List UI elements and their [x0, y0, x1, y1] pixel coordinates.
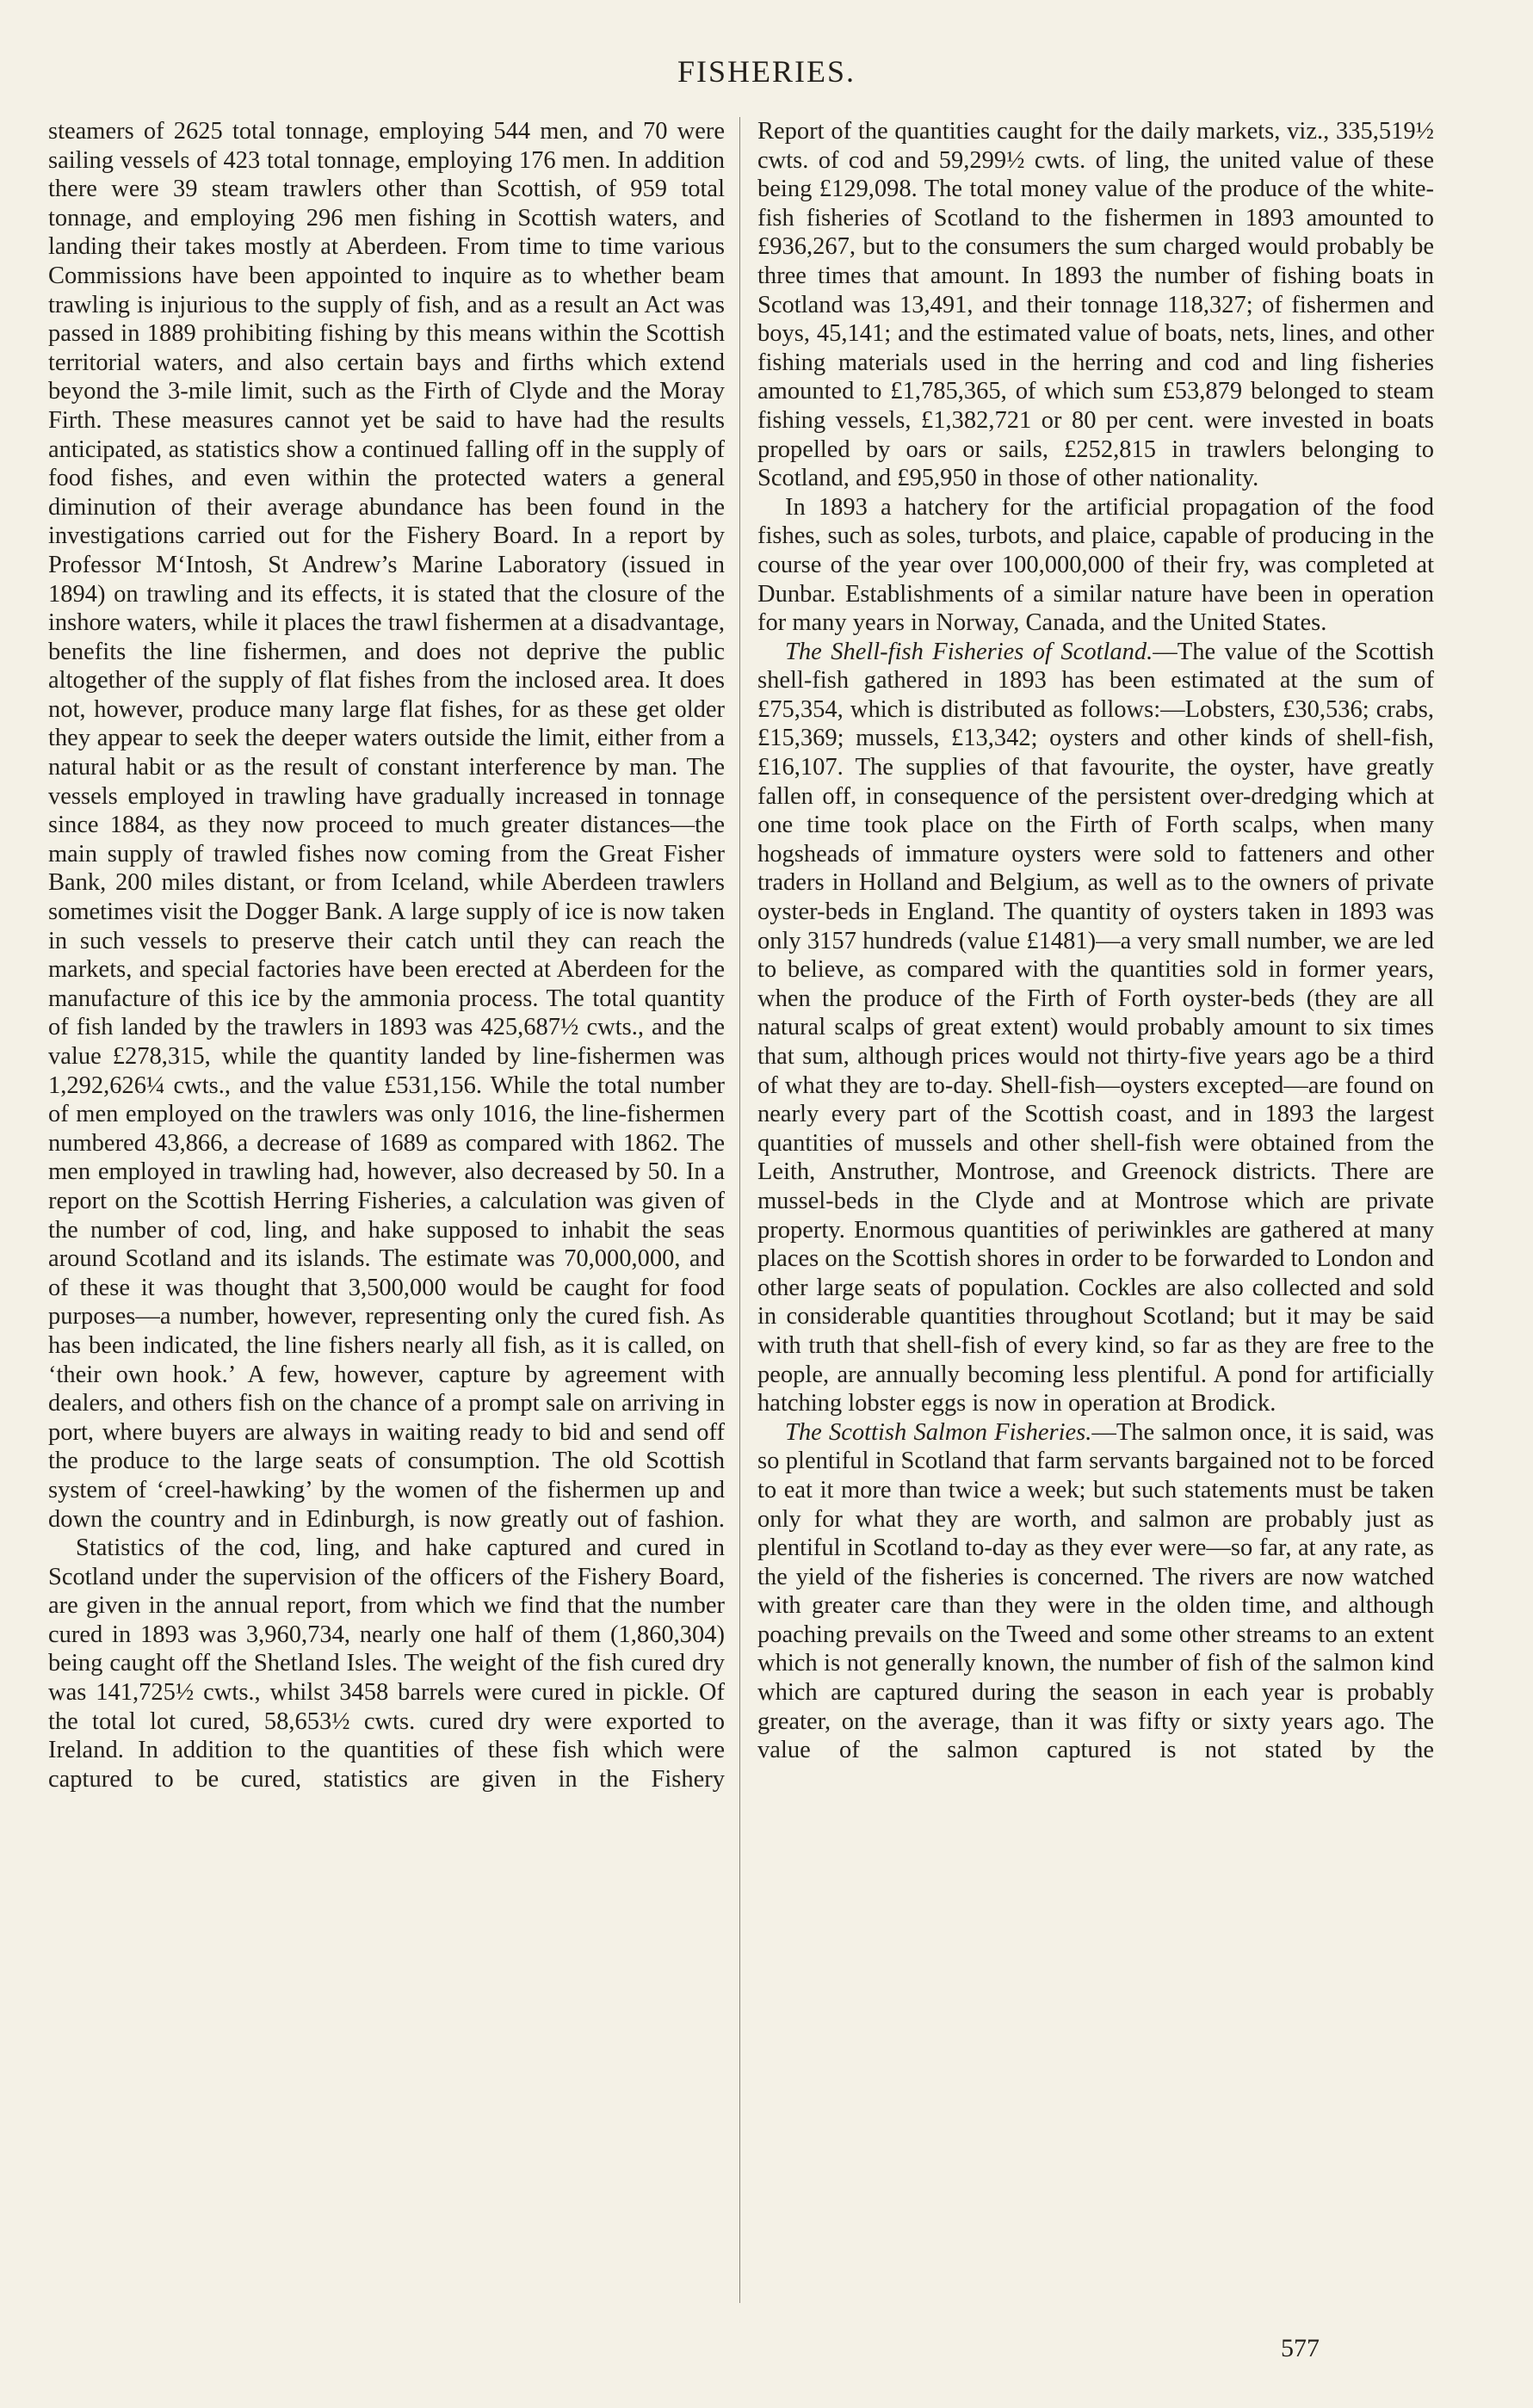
section-paragraph	[757, 638, 1434, 1418]
page-number: 577	[1281, 2334, 1320, 2362]
paragraph: In 1893 a hatchery for the artificial propagation of the food fishes, such as soles, turbots, and plaice, capable of producing in the course of the year over 100,000,000 of their fry, was completed at Dunbar. Establishments of a similar nature have been in operation for many years in Norway, Canada, and the United States.	[757, 493, 1434, 637]
section-text: —The value of the Scottish shell-fish gathered in 1893 has been estimated at the sum of £75,354, which is distributed as follows:—Lobsters, £30,536; crabs, £15,369; mussels, £13,342; oysters and other kinds of shell-fish, £16,107. The supplies of that favourite, the oyster, have greatly fallen off, in consequence of the persistent over-dredging which at one time took place on the Firth of Forth scalps, when many hogsheads of immature oysters were sold to fatteners and other traders in Holland and Belgium, as well as to the owners of private oyster-beds in England. The quantity of oysters taken in 1893 was only 3157 hundreds (value £1481)—a very small number, we are led to believe, as compared with the quantities sold in former years, when the produce of the Firth of Forth oyster-beds (they are all natural scalps of great extent) would probably amount to six times that sum, although prices would not thirty-five years ago be a third of what they are to-day. Shell-fish—oysters excepted—are found on nearly every part of the Scottish coast, and in 1893 the largest quantities of mussels and other shell-fish were obtained from the Leith, Anstruther, Montrose, and Greenock districts. There are mussel-beds in the Clyde and at Montrose which are private property. Enormous quantities of periwinkles are gathered at many places on the Scottish shores in order to be forwarded to London and other large seats of population. Cockles are also collected and sold in considerable quantities throughout Scotland; but it may be said with truth that shell-fish of every kind, so far as they are free to the people, are annually becoming less plentiful. A pond for artificially hatching lobster eggs is now in operation at Brodick.	[757, 638, 1434, 1417]
section-heading: The Shell-fish Fisheries of Scotland.	[785, 638, 1153, 665]
section-paragraph	[757, 1418, 1434, 1765]
section-text: —The salmon once, it is said, was so plentiful in Scotland that farm servants bargained not to be forced to eat it more than twice a week; but such statements must be taken only for what they are worth, and salmon are probably just as plentiful in Scotland to-day as they ever were—so far, at any rate, as the yield of the fisheries is concerned. The rivers are now watched with greater care than they were in the olden time, and although poaching prevails on the Tweed and some other streams to an extent which is not generally known, the number of fish of the salmon kind which are captured during the season in each year is probably greater, on the average, than it was fifty or sixty years ago. The value of the salmon captured is not stated by the	[757, 1418, 1434, 1764]
column-rule	[739, 117, 740, 2303]
running-head: FISHERIES.	[677, 54, 856, 89]
right-column	[757, 117, 1434, 1765]
paragraph: steamers of 2625 total tonnage, employing 544 men, and 70 were sailing vessels of 423 total tonnage, employing 176 men. In addition there were 39 steam trawlers other than Scottish, of 959 total tonnage, and employing 296 men fishing in Scottish waters, and landing their takes mostly at Aberdeen. From time to time various Commissions have been appointed to inquire as to whether beam trawling is injurious to the supply of fish, and as a result an Act was passed in 1889 prohibiting fishing by this means within the Scottish territorial waters, and also certain bays and firths which extend beyond the 3-mile limit, such as the Firth of Clyde and the Moray Firth. These measures cannot yet be said to have had the results anticipated, as statistics show a continued falling off in the supply of food fishes, and even within the protected waters a general diminution of their average abundance has been found in the investigations carried out for the Fishery Board. In a report by Professor M‘Intosh, St Andrew’s Marine Laboratory (issued in 1894) on trawling and its effects, it is stated that the closure of the inshore waters, while it places the trawl fishermen at a disadvantage, benefits the line fishermen, and does not deprive the public altogether of the supply of flat fishes from the inclosed area. It does not, however, produce many large flat fishes, for as these get older they appear to seek the deeper waters outside the limit, either from a natural habit or as the result of constant interference by man. The vessels employed in trawling have gradually increased in tonnage since 1884, as they now proceed to much greater distances—the main supply of trawled fishes now coming from the Great Fisher Bank, 200 miles distant, or from Iceland, while Aberdeen trawlers sometimes visit the Dogger Bank. A large supply of ice is now taken in such vessels to preserve their catch until they can reach the markets, and special factories have been erected at Aberdeen for the manufacture of this ice by the ammonia process. The total quantity of fish landed by the trawlers in 1893 was 425,687½ cwts., and the value £278,315, while the quantity landed by line-fishermen was 1,292,626¼ cwts., and the value £531,156. While the total number of men employed on the trawlers was only 1016, the line-fishermen numbered 43,866, a decrease of 1689 as compared with 1862. The men employed in trawling had, however, also decreased by 50. In a report on the Scottish Herring Fisheries, a calculation was given of the number of cod, ling, and hake supposed to inhabit the seas around Scotland and its islands. The estimate was 70,000,000, and of these it was thought that 3,500,000 would be caught for food purposes—a number, however, representing only the cured fish. As has been indicated, the line fishers nearly all fish, as it is called, on ‘their own hook.’ A few, however, capture by agreement with dealers, and others fish on the chance of a prompt sale on arriving in port, where buyers are always in waiting ready to bid and send off the produce to the large seats of consumption. The old Scottish system of ‘creel-hawking’ by the women of the fishermen up and down the country and in Edinburgh, is now greatly out of fashion.	[48, 118, 725, 1533]
paragraph: Statistics of the cod, ling, and hake captured and cured in Scotland under the supervision of the officers of the Fishery Board, are given in the annual report, from which we find that the number cured in 1893 was 3,960,734, nearly one half of them (1,860,304) being caught off the Shetland Isles. The weight of the fish cured dry was 141,725½ cwts., whilst 3458 barrels were cured in pickle. Of the total lot cured, 58,653½ cwts. cured dry were exported to Ireland. In addition to the quantities of these fish which were captured to be cured, statistics are given in the Fishery	[48, 1534, 725, 1793]
left-column	[48, 117, 725, 1794]
section-heading: The Scottish Salmon Fisheries.	[785, 1418, 1092, 1446]
paragraph: Report of the quantities caught for the daily markets, viz., 335,519½ cwts. of cod and 59,299½ cwts. of ling, the united value of these being £129,098. The total money value of the produce of the white-fish fisheries of Scotland to the fishermen in 1893 amounted to £936,267, but to the consumers the sum charged would probably be three times that amount. In 1893 the number of fishing boats in Scotland was 13,491, and their tonnage 118,327; of fishermen and boys, 45,141; and the estimated value of boats, nets, lines, and other fishing materials used in the herring and cod and ling fisheries amounted to £1,785,365, of which sum £53,879 belonged to steam fishing vessels, £1,382,721 or 80 per cent. were invested in boats propelled by oars or sails, £252,815 in trawlers belonging to Scotland, and £95,950 in those of other nationality.	[757, 118, 1434, 492]
